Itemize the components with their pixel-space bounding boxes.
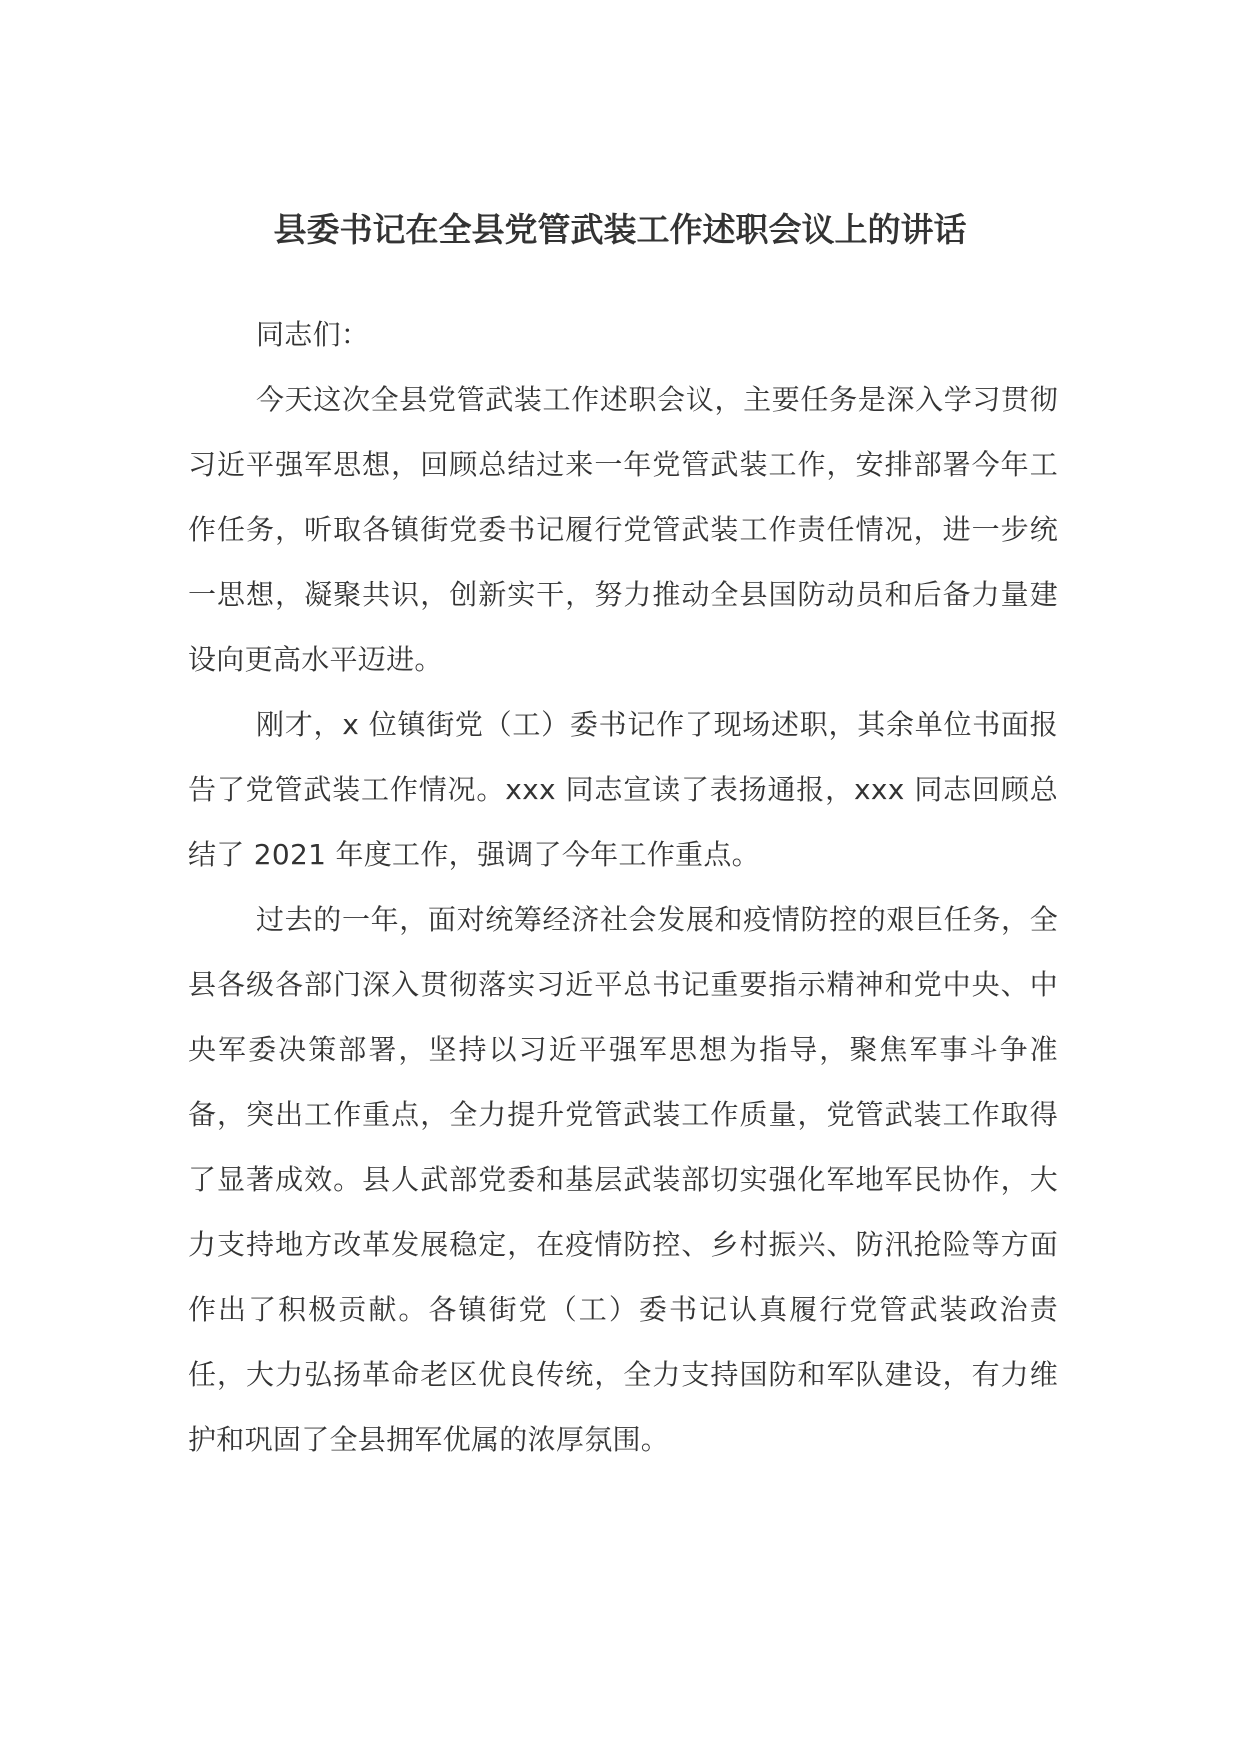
document-body (188, 302, 1058, 1472)
salutation: 同志们： (256, 318, 370, 351)
paragraph-2: 刚才，x 位镇街党（工）委书记作了现场述职，其余单位书面报告了党管武装工作情况。xxx 同志宣读了表扬通报，xxx 同志回顾总结了 2021 年度工作，强调了今年工作重点。 (188, 708, 1058, 871)
paragraph-3: 过去的一年，面对统筹经济社会发展和疫情防控的艰巨任务，全县各级各部门深入贯彻落实习近平总书记重要指示精神和党中央、中央军委决策部署，坚持以习近平强军思想为指导，聚焦军事斗争准备，突出工作重点，全力提升党管武装工作质量，党管武装工作取得了显著成效。县人武部党委和基层武装部切实强化军地军民协作，大力支持地方改革发展稳定，在疫情防控、乡村振兴、防汛抢险等方面作出了积极贡献。各镇街党（工）委书记认真履行党管武装政治责任，大力弘扬革命老区优良传统，全力支持国防和军队建设，有力维护和巩固了全县拥军优属的浓厚氛围。 (188, 903, 1058, 1456)
paragraph-1: 今天这次全县党管武装工作述职会议，主要任务是深入学习贯彻习近平强军思想，回顾总结过来一年党管武装工作，安排部署今年工作任务，听取各镇街党委书记履行党管武装工作责任情况，进一步统一思想，凝聚共识，创新实干，努力推动全县国防动员和后备力量建设向更高水平迈进。 (188, 383, 1058, 676)
document-title: 县委书记在全县党管武装工作述职会议上的讲话 (273, 210, 967, 249)
